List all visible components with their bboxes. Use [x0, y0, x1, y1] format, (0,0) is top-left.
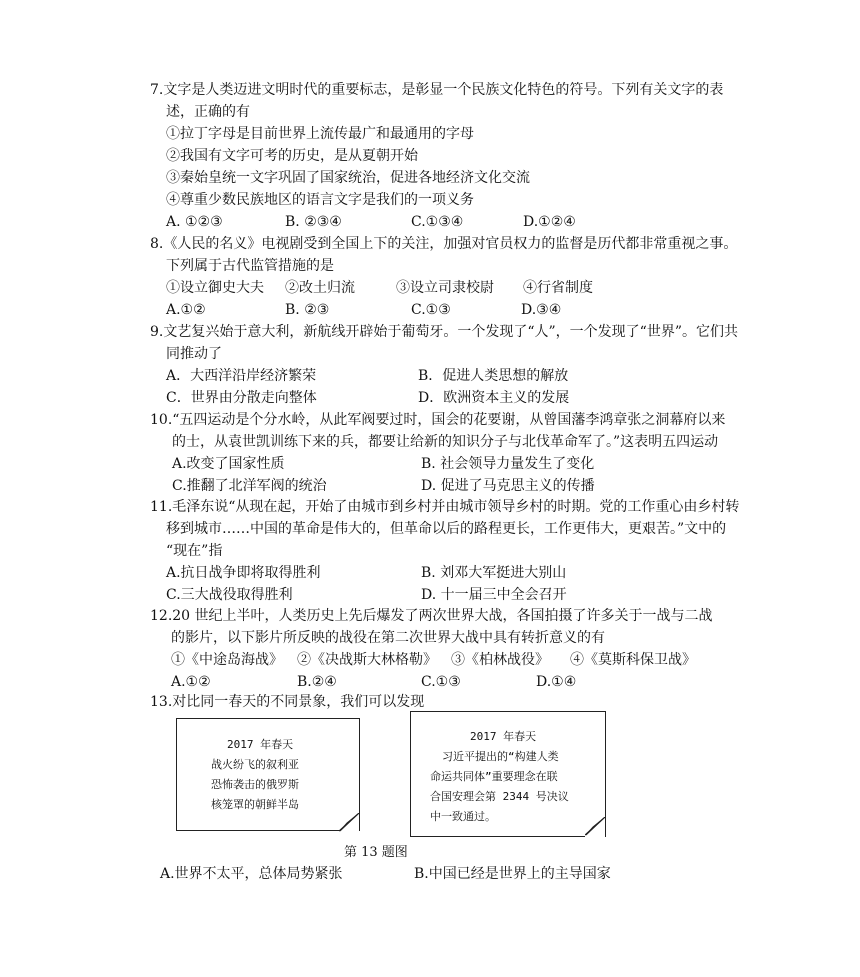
- q7-stem-line2: 述，正确的有: [166, 104, 250, 120]
- q9-stem-line1: 9.文艺复兴始于意大利，新航线开辟始于葡萄牙。一个发现了“人”，一个发现了“世界”。它们共: [150, 324, 738, 340]
- q7-item-4: ④尊重少数民族地区的语言文字是我们的一项义务: [166, 192, 474, 208]
- q13-note-left-line2: 战火纷飞的叙利亚: [211, 758, 299, 771]
- q12-item-2: ②《决战斯大林格勒》: [297, 652, 437, 668]
- q12-stem-line2: 的影片，以下影片所反映的战役在第二次世界大战中具有转折意义的有: [171, 630, 605, 646]
- q8-item-3: ③设立司隶校尉: [396, 280, 494, 296]
- q11-option-c: C.三大战役取得胜利: [166, 587, 293, 603]
- q8-item-1: ①设立御史大夫: [166, 280, 264, 296]
- q11-stem-line1: 11.毛泽东说“从现在起，开始了由城市到乡村并由城市领导乡村的时期。党的工作重心由乡村转: [150, 499, 740, 515]
- q8-item-4: ④行省制度: [523, 280, 593, 296]
- q13-option-b: B.中国已经是世界上的主导国家: [414, 866, 611, 882]
- q12-item-3: ③《柏林战役》: [451, 652, 549, 668]
- q10-option-b: B. 社会领导力量发生了变化: [421, 456, 595, 472]
- q7-item-1: ①拉丁字母是目前世界上流传最广和最通用的字母: [166, 126, 474, 142]
- q11-option-b: B. 刘邓大军挺进大别山: [421, 565, 567, 581]
- q11-stem-line3: “现在”指: [166, 543, 223, 559]
- q10-stem-line1: 10.“五四运动是个分水岭，从此军阀要过时，国会的花要谢，从曾国藩李鸿章张之洞幕府以来: [150, 412, 726, 428]
- q8-stem-line1: 8.《人民的名义》电视剧受到全国上下的关注，加强对官员权力的监督是历代都非常重视之事。: [150, 236, 738, 252]
- q9-option-d: D．欧洲资本主义的发展: [418, 390, 570, 406]
- q12-item-4: ④《莫斯科保卫战》: [570, 652, 696, 668]
- q10-stem-line2: 的士，从袁世凯训练下来的兵，都要让给新的知识分子与北伐革命军了。”这表明五四运动: [172, 434, 719, 450]
- q13-note-left: [176, 718, 360, 831]
- q9-option-a: A．大西洋沿岸经济繁荣: [166, 368, 317, 384]
- q10-option-a: A.改变了国家性质: [172, 456, 285, 472]
- q7-option-c: C.①③④: [411, 214, 464, 230]
- q7-option-d: D.①②④: [523, 214, 576, 230]
- q12-stem-line1: 12.20 世纪上半叶，人类历史上先后爆发了两次世界大战，各国拍摄了许多关于一战与二战: [150, 608, 713, 624]
- q11-option-a: A.抗日战争即将取得胜利: [166, 565, 321, 581]
- q13-note-right-line4: 合国安理会第 2344 号决议: [430, 790, 569, 803]
- q12-option-d: D.①④: [536, 674, 577, 690]
- q13-note-left-line4: 核笼罩的朝鲜半岛: [211, 798, 299, 811]
- q12-item-1: ①《中途岛海战》: [171, 652, 283, 668]
- q13-stem: 13.对比同一春天的不同景象，我们可以发现: [150, 694, 425, 710]
- q7-stem-line1: 7.文字是人类迈进文明时代的重要标志，是彰显一个民族文化特色的符号。下列有关文字的表: [150, 82, 724, 98]
- note-fold-left-icon: [339, 813, 361, 833]
- q13-note-left-line3: 恐怖袭击的俄罗斯: [211, 778, 299, 791]
- q13-figure-caption: 第 13 题图: [344, 845, 408, 860]
- q13-note-left-line1: 2017 年春天: [227, 738, 294, 751]
- q8-item-2: ②改土归流: [285, 280, 355, 296]
- q8-option-a: A.①②: [166, 302, 206, 318]
- q10-option-c: C.推翻了北洋军阀的统治: [172, 478, 327, 494]
- q9-stem-line2: 同推动了: [166, 346, 222, 362]
- q10-option-d: D. 促进了马克思主义的传播: [421, 478, 595, 494]
- q9-option-b: B．促进人类思想的解放: [418, 368, 569, 384]
- q9-option-c: C．世界由分散走向整体: [166, 390, 317, 406]
- q12-option-c: C.①③: [421, 674, 461, 690]
- q7-option-a: A. ①②③: [166, 214, 223, 230]
- q13-note-right-line1: 2017 年春天: [470, 730, 537, 743]
- q13-note-right-line2: 习近平提出的“构建人类: [442, 750, 559, 763]
- q12-option-a: A.①②: [171, 674, 211, 690]
- q11-stem-line2: 移到城市……中国的革命是伟大的，但革命以后的路程更长，工作更伟大，更艰苦。”文中的: [166, 521, 727, 537]
- q12-option-b: B.②④: [297, 674, 337, 690]
- q8-option-b: B. ②③: [285, 302, 330, 318]
- q7-option-b: B. ②③④: [285, 214, 342, 230]
- q11-option-d: D. 十一届三中全会召开: [421, 587, 567, 603]
- q8-option-c: C.①③: [411, 302, 451, 318]
- note-fold-right-icon: [585, 817, 607, 837]
- q7-item-2: ②我国有文字可考的历史，是从夏朝开始: [166, 148, 418, 164]
- q13-note-right-line3: 命运共同体”重要理念在联: [430, 770, 558, 783]
- q13-note-right-line5: 中一致通过。: [430, 810, 496, 823]
- q8-stem-line2: 下列属于古代监管措施的是: [166, 258, 334, 274]
- q8-option-d: D.③④: [521, 302, 562, 318]
- q13-option-a: A.世界不太平，总体局势紧张: [160, 866, 343, 882]
- q7-item-3: ③秦始皇统一文字巩固了国家统治，促进各地经济文化交流: [166, 170, 530, 186]
